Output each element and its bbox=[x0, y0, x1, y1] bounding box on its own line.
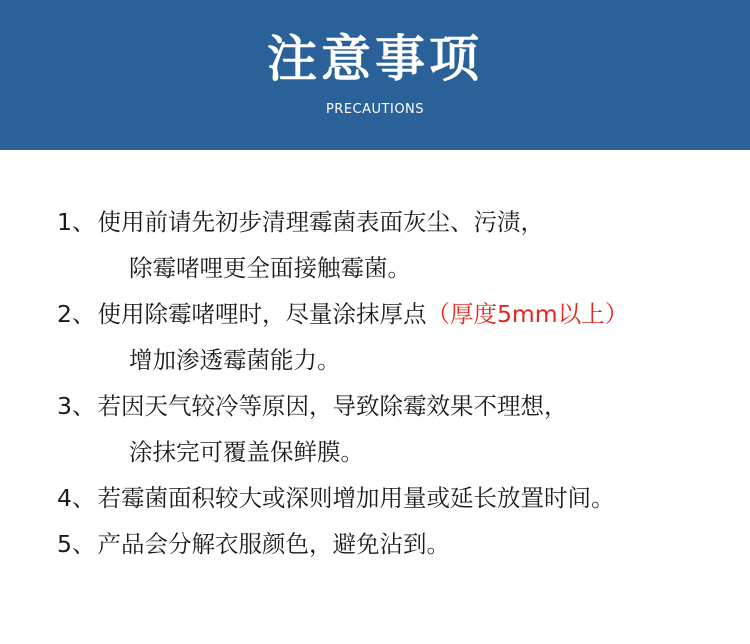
item-1-text: 使用前请先初步清理霉菌表面灰尘、污渍， bbox=[97, 208, 544, 236]
item-5-number: 5、 bbox=[57, 530, 96, 558]
item-2-text: 使用除霉啫哩时，尽量涂抹厚点 bbox=[97, 300, 427, 328]
item-1-number: 1、 bbox=[57, 208, 96, 236]
page-title: 注意事项 bbox=[267, 30, 483, 88]
item-4-line-1 bbox=[57, 482, 614, 514]
item-3-number: 3、 bbox=[57, 392, 96, 420]
item-2-line-2: 增加渗透霉菌能力。 bbox=[129, 346, 341, 374]
header-banner bbox=[0, 0, 750, 150]
item-2-number: 2、 bbox=[57, 300, 96, 328]
item-3-text: 若因天气较冷等原因，导致除霉效果不理想， bbox=[97, 392, 568, 420]
item-5-line-1 bbox=[57, 528, 450, 560]
item-1-line-1 bbox=[57, 206, 544, 238]
item-5-text: 产品会分解衣服颜色，避免沾到。 bbox=[97, 530, 450, 558]
page-subtitle: PRECAUTIONS bbox=[325, 102, 425, 117]
item-2-line-1 bbox=[57, 298, 628, 330]
item-3-line-1 bbox=[57, 390, 567, 422]
item-4-number: 4、 bbox=[57, 484, 96, 512]
item-2-highlight: （厚度5mm以上） bbox=[426, 300, 629, 328]
item-3-line-2: 涂抹完可覆盖保鲜膜。 bbox=[129, 438, 364, 466]
item-4-text: 若霉菌面积较大或深则增加用量或延长放置时间。 bbox=[97, 484, 615, 512]
item-1-line-2: 除霉啫哩更全面接触霉菌。 bbox=[129, 254, 411, 282]
